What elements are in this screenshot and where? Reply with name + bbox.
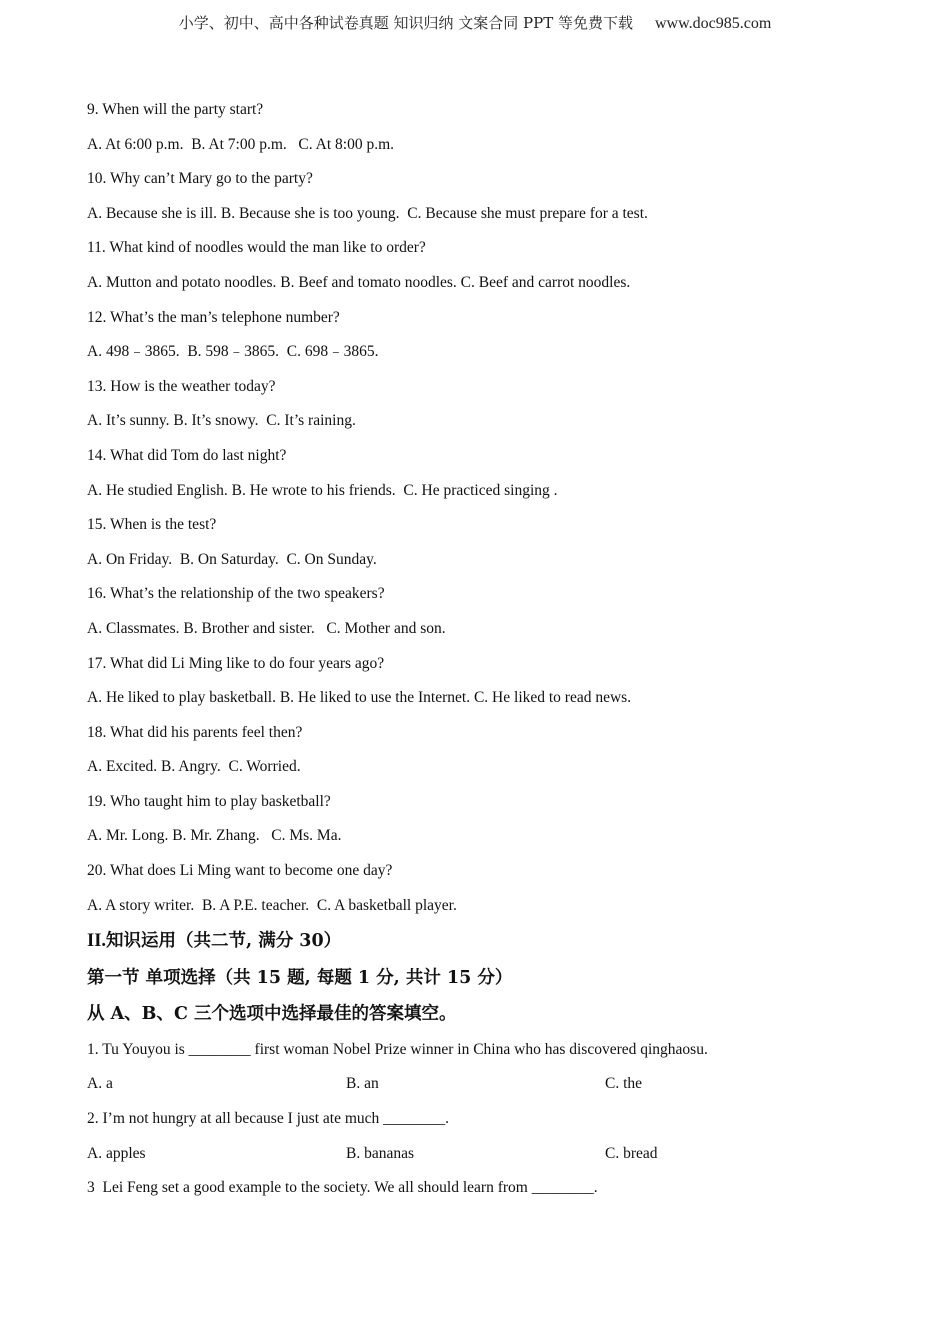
question-options: A. At 6:00 p.m. B. At 7:00 p.m. C. At 8:00 p.m. — [87, 135, 395, 153]
question-options: A. Excited. B. Angry. C. Worried. — [87, 758, 301, 776]
question: 11. What kind of noodles would the man like to order? — [87, 239, 426, 257]
option-c: C. bread — [605, 1144, 658, 1162]
question-options: A. Mutton and potato noodles. B. Beef and tomato noodles. C. Beef and carrot noodles. — [87, 273, 631, 291]
question-options: A. On Friday. B. On Saturday. C. On Sunday. — [87, 550, 377, 568]
part-title: 第一节 单项选择（共 15 题, 每题 1 分, 共计 15 分） — [87, 967, 513, 988]
option-b: B. an — [346, 1075, 379, 1093]
question: 18. What did his parents feel then? — [87, 723, 303, 741]
question: 16. What’s the relationship of the two speakers? — [87, 585, 385, 603]
question: 14. What did Tom do last night? — [87, 446, 287, 464]
question-options: A. A story writer. B. A P.E. teacher. C. A basketball player. — [87, 896, 457, 914]
question: 19. Who taught him to play basketball? — [87, 792, 331, 810]
question-options: A. Because she is ill. B. Because she is too young. C. Because she must prepare for a test. — [87, 204, 648, 222]
option-a: A. a — [87, 1075, 113, 1093]
section-title — [87, 929, 887, 966]
question-options: A. 498﹣3865. B. 598﹣3865. C. 698﹣3865. — [87, 343, 379, 361]
question: 15. When is the test? — [87, 516, 217, 534]
question-options: A. He liked to play basketball. B. He liked to use the Internet. C. He liked to read news. — [87, 689, 632, 707]
question-options — [87, 1143, 887, 1178]
question: 13. How is the weather today? — [87, 377, 276, 395]
question: 2. I’m not hungry at all because I just ate much ________. — [87, 1109, 450, 1127]
question: 10. Why can’t Mary go to the party? — [87, 170, 313, 188]
question-options — [87, 1073, 887, 1108]
question-options: A. He studied English. B. He wrote to his friends. C. He practiced singing . — [87, 481, 558, 499]
question-options: A. It’s sunny. B. It’s snowy. C. It’s raining. — [87, 412, 356, 430]
question: 20. What does Li Ming want to become one day? — [87, 862, 393, 880]
question-options: A. Classmates. B. Brother and sister. C. Mother and son. — [87, 619, 446, 637]
document-body — [87, 99, 887, 1212]
section-title-text: 知识运用（共二节, 满分 30） — [106, 931, 342, 952]
question: 1. Tu Youyou is ________ first woman Nobel Prize winner in China who has discovered qinghaosu. — [87, 1040, 708, 1058]
page-header — [0, 12, 950, 33]
header-site: www.doc985.com — [654, 15, 772, 32]
question: 12. What’s the man’s telephone number? — [87, 308, 340, 326]
instruction: 从 A、B、C 三个选项中选择最佳的答案填空。 — [87, 1004, 457, 1025]
question: 3 Lei Feng set a good example to the society. We all should learn from ________. — [87, 1179, 598, 1197]
question: 9. When will the party start? — [87, 101, 264, 118]
option-b: B. bananas — [346, 1144, 415, 1162]
header-text: 小学、初中、高中各种试卷真题 知识归纳 文案合同 PPT 等免费下载 — [178, 14, 633, 32]
question: 17. What did Li Ming like to do four years ago? — [87, 654, 385, 672]
option-a: A. apples — [87, 1144, 146, 1162]
question-options: A. Mr. Long. B. Mr. Zhang. C. Ms. Ma. — [87, 827, 342, 845]
option-c: C. the — [605, 1075, 643, 1093]
section-number: II. — [87, 931, 107, 952]
